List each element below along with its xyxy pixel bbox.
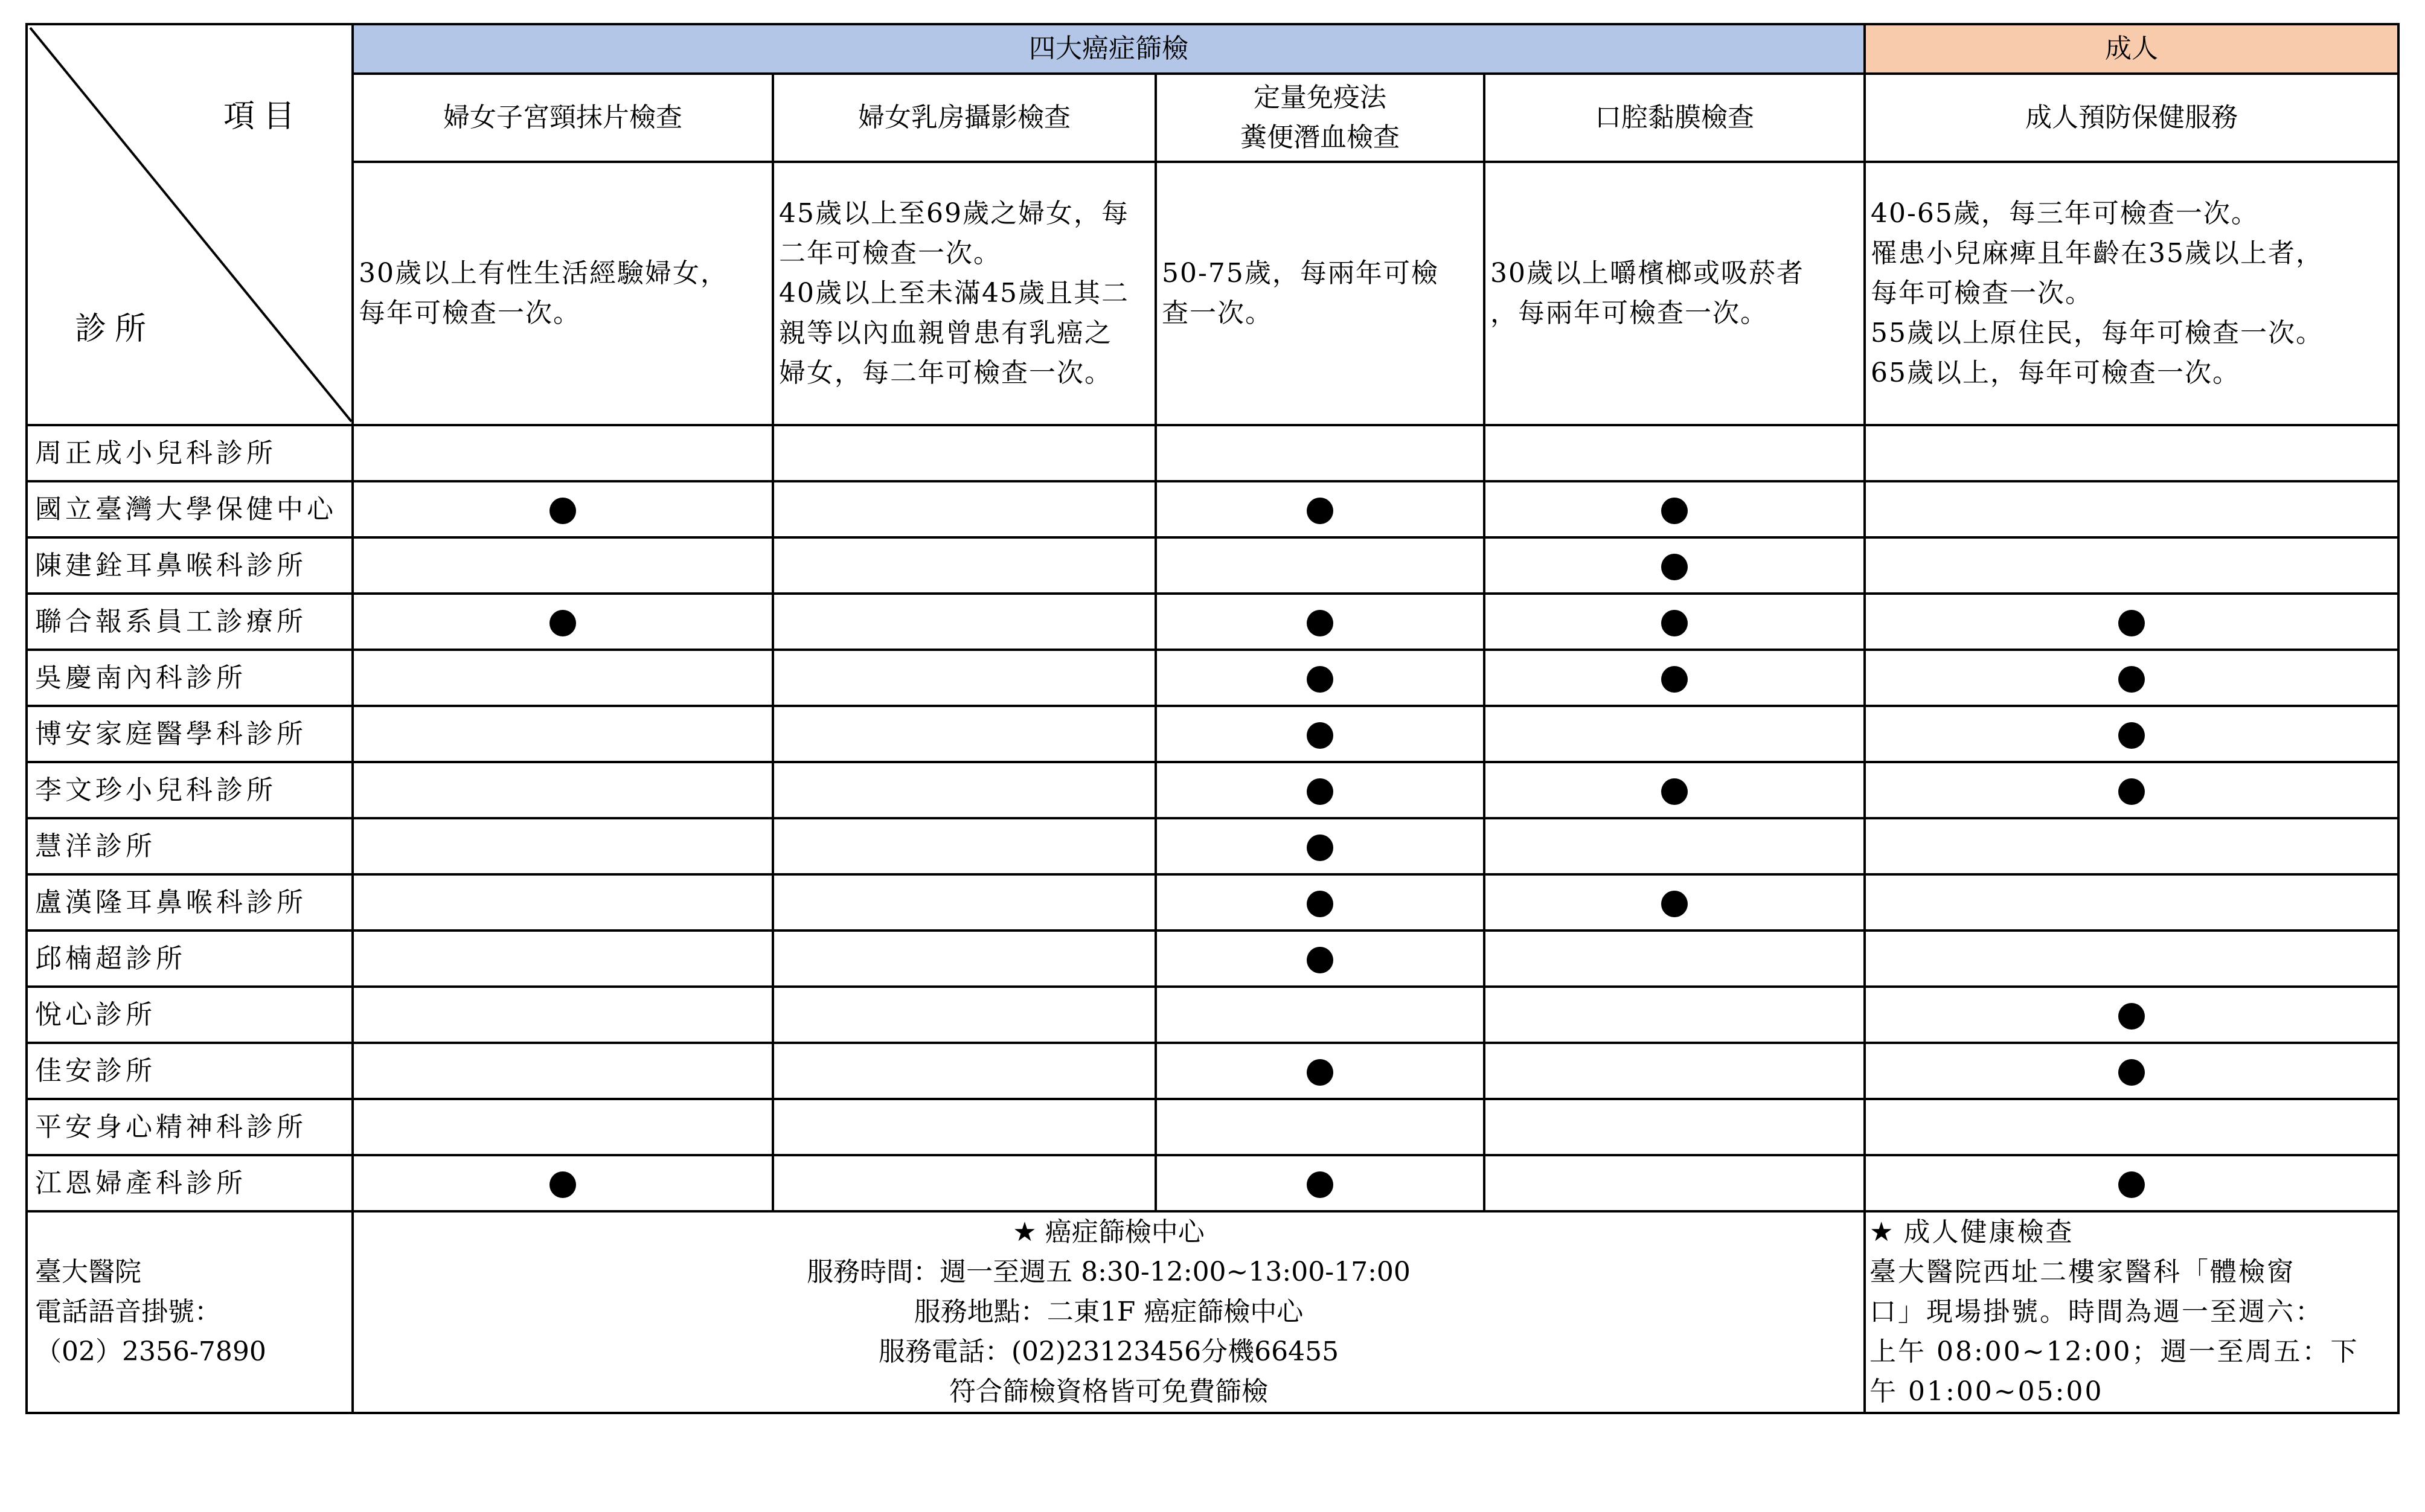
service-cell [773, 706, 1156, 762]
item-label-line: 口腔黏膜檢查 [1595, 102, 1754, 133]
corner-clinic-label: 診所 [75, 311, 155, 347]
service-cell [1156, 481, 1484, 537]
available-dot-icon [1307, 722, 1333, 749]
service-cell [773, 650, 1156, 706]
available-dot-icon [2118, 610, 2145, 636]
service-cell [1484, 818, 1865, 874]
service-cell [1484, 706, 1865, 762]
clinic-row [27, 762, 2398, 818]
service-cell [1484, 1099, 1865, 1155]
available-dot-icon [1307, 610, 1333, 636]
service-cell [353, 481, 773, 537]
available-dot-icon [1307, 498, 1333, 524]
adult-check-line: 午 01:00~05:00 [1869, 1376, 2104, 1407]
service-cell [773, 481, 1156, 537]
item-label-line: 婦女乳房攝影檢查 [858, 102, 1071, 133]
group-header-adult: 成人 [1865, 24, 2398, 74]
service-cell [1156, 987, 1484, 1043]
adult-check-line: 口」現場掛號。時間為週一至週六： [1869, 1296, 2324, 1327]
group-header-cancer: 四大癌症篩檢 [353, 24, 1865, 74]
available-dot-icon [2118, 666, 2145, 693]
star-icon: ★ [1869, 1217, 1895, 1248]
clinic-row [27, 1043, 2398, 1099]
service-cell [1156, 594, 1484, 650]
available-dot-icon [549, 498, 576, 524]
service-cell [1156, 425, 1484, 481]
available-dot-icon [1307, 834, 1333, 861]
service-cell [1156, 1043, 1484, 1099]
clinic-row [27, 987, 2398, 1043]
available-dot-icon [1661, 610, 1688, 636]
service-cell [353, 706, 773, 762]
service-cell [1156, 874, 1484, 931]
eligibility-cell [353, 162, 773, 425]
clinic-row [27, 874, 2398, 931]
item-label-line: 婦女子宮頸抹片檢查 [443, 102, 682, 133]
eligibility-line: 每年可檢查一次。 [1871, 278, 2093, 309]
service-cell [353, 1043, 773, 1099]
clinic-name: 慧洋診所 [27, 818, 353, 874]
hospital-contact-line: 電話語音掛號： [35, 1296, 221, 1327]
item-label-line: 糞便潛血檢查 [1240, 122, 1400, 153]
eligibility-line: 40-65歲，每三年可檢查一次。 [1871, 198, 2259, 229]
item-fecal-occult-blood [1156, 74, 1484, 162]
clinic-row [27, 650, 2398, 706]
eligibility-row [27, 162, 2398, 425]
screening-table [25, 23, 2400, 1414]
eligibility-line: 45歲以上至69歲之婦女，每 [779, 198, 1129, 229]
service-cell [1865, 594, 2398, 650]
clinic-row [27, 594, 2398, 650]
service-cell [1865, 706, 2398, 762]
service-cell [1865, 481, 2398, 537]
eligibility-line: 40歲以上至未滿45歲且其二 [779, 278, 1129, 309]
service-cell [353, 931, 773, 987]
service-cell [773, 425, 1156, 481]
service-cell [353, 987, 773, 1043]
adult-check-title-text: 成人健康檢查 [1903, 1217, 2074, 1248]
adult-check-title [1869, 1212, 2397, 1252]
eligibility-line: 每年可檢查一次。 [359, 298, 581, 328]
available-dot-icon [1661, 891, 1688, 917]
corner-item-label: 項目 [223, 98, 303, 135]
clinic-name: 國立臺灣大學保健中心 [27, 481, 353, 537]
service-cell [1156, 706, 1484, 762]
diagonal-divider [28, 25, 353, 424]
service-cell [1865, 818, 2398, 874]
service-cell [1156, 762, 1484, 818]
service-cell [773, 1043, 1156, 1099]
available-dot-icon [1307, 1059, 1333, 1086]
service-cell [1484, 1043, 1865, 1099]
available-dot-icon [1661, 554, 1688, 580]
service-cell [773, 987, 1156, 1043]
service-cell [1156, 931, 1484, 987]
eligibility-line: 查一次。 [1162, 298, 1273, 328]
item-header-row [27, 74, 2398, 162]
available-dot-icon [1307, 1171, 1333, 1198]
item-label-line: 成人預防保健服務 [2025, 102, 2238, 133]
clinic-name: 吳慶南內科診所 [27, 650, 353, 706]
clinic-name: 盧漢隆耳鼻喉科診所 [27, 874, 353, 931]
clinic-name: 博安家庭醫學科診所 [27, 706, 353, 762]
service-cell [1156, 1099, 1484, 1155]
eligibility-line: 50-75歲，每兩年可檢 [1162, 258, 1439, 289]
service-cell [1484, 594, 1865, 650]
clinic-row [27, 818, 2398, 874]
service-cell [773, 818, 1156, 874]
available-dot-icon [1307, 778, 1333, 805]
clinic-name: 周正成小兒科診所 [27, 425, 353, 481]
service-cell [1865, 931, 2398, 987]
available-dot-icon [1661, 498, 1688, 524]
eligibility-line: 65歲以上，每年可檢查一次。 [1871, 357, 2240, 388]
service-cell [353, 1155, 773, 1211]
available-dot-icon [549, 610, 576, 636]
service-cell [1156, 537, 1484, 594]
hospital-contact-line: （02）2356-7890 [35, 1336, 266, 1367]
clinic-name: 平安身心精神科診所 [27, 1099, 353, 1155]
service-cell [773, 594, 1156, 650]
service-cell [353, 1099, 773, 1155]
service-cell [1156, 650, 1484, 706]
service-cell [773, 874, 1156, 931]
eligibility-cell [1865, 162, 2398, 425]
eligibility-line: ，每兩年可檢查一次。 [1490, 298, 1768, 328]
item-label-line: 定量免疫法 [1254, 82, 1386, 113]
service-cell [353, 650, 773, 706]
item-adult-preventive [1865, 74, 2398, 162]
available-dot-icon [1661, 666, 1688, 693]
adult-check-info [1865, 1211, 2398, 1413]
hospital-contact-line: 臺大醫院 [35, 1257, 141, 1287]
cancer-center-line: 服務時間：週一至週五 8:30-12:00~13:00-17:00 [807, 1257, 1411, 1287]
adult-check-line: 臺大醫院西址二樓家醫科「體檢窗 [1869, 1257, 2295, 1287]
clinic-row [27, 481, 2398, 537]
clinic-row [27, 425, 2398, 481]
service-cell [1484, 537, 1865, 594]
service-cell [1865, 762, 2398, 818]
service-cell [773, 931, 1156, 987]
item-mammography [773, 74, 1156, 162]
eligibility-line: 二年可檢查一次。 [779, 238, 1001, 269]
clinic-row [27, 537, 2398, 594]
eligibility-line: 30歲以上有性生活經驗婦女， [359, 258, 728, 289]
cancer-center-line: 服務地點：二東1F 癌症篩檢中心 [914, 1296, 1304, 1327]
cancer-center-title [354, 1212, 1863, 1252]
available-dot-icon [1307, 947, 1333, 973]
service-cell [353, 762, 773, 818]
service-cell [1865, 1099, 2398, 1155]
eligibility-line: 婦女，每二年可檢查一次。 [779, 357, 1112, 388]
service-cell [773, 1155, 1156, 1211]
service-cell [773, 537, 1156, 594]
clinic-row [27, 1099, 2398, 1155]
eligibility-line: 55歲以上原住民，每年可檢查一次。 [1871, 318, 2324, 348]
clinic-name: 陳建銓耳鼻喉科診所 [27, 537, 353, 594]
cancer-center-title-text: 癌症篩檢中心 [1045, 1217, 1205, 1248]
clinic-name: 聯合報系員工診療所 [27, 594, 353, 650]
service-cell [1865, 874, 2398, 931]
service-cell [1865, 1155, 2398, 1211]
item-pap-smear [353, 74, 773, 162]
service-cell [1484, 425, 1865, 481]
clinic-row [27, 706, 2398, 762]
service-cell [1865, 1043, 2398, 1099]
clinic-name: 悅心診所 [27, 987, 353, 1043]
footer-row [27, 1211, 2398, 1413]
available-dot-icon [2118, 1059, 2145, 1086]
available-dot-icon [1661, 778, 1688, 805]
cancer-center-info [353, 1211, 1865, 1413]
service-cell [1865, 650, 2398, 706]
clinic-row [27, 931, 2398, 987]
available-dot-icon [549, 1171, 576, 1198]
clinic-name: 邱楠超診所 [27, 931, 353, 987]
available-dot-icon [2118, 722, 2145, 749]
clinic-name: 江恩婦產科診所 [27, 1155, 353, 1211]
service-cell [1156, 818, 1484, 874]
cancer-center-line: 符合篩檢資格皆可免費篩檢 [949, 1376, 1268, 1407]
service-cell [1865, 537, 2398, 594]
available-dot-icon [2118, 1003, 2145, 1030]
eligibility-cell [1156, 162, 1484, 425]
available-dot-icon [2118, 778, 2145, 805]
service-cell [1484, 1155, 1865, 1211]
service-cell [1156, 1155, 1484, 1211]
service-cell [773, 1099, 1156, 1155]
corner-header-cell [27, 24, 353, 425]
service-cell [773, 762, 1156, 818]
available-dot-icon [1307, 666, 1333, 693]
service-cell [1865, 987, 2398, 1043]
adult-check-line: 上午 08:00~12:00；週一至周五：下 [1869, 1336, 2359, 1367]
eligibility-cell [1484, 162, 1865, 425]
clinic-name: 佳安診所 [27, 1043, 353, 1099]
eligibility-line: 30歲以上嚼檳榔或吸菸者 [1490, 258, 1804, 289]
eligibility-line: 罹患小兒麻痺且年齡在35歲以上者， [1871, 238, 2324, 269]
eligibility-line: 親等以內血親曾患有乳癌之 [779, 318, 1112, 348]
service-cell [1484, 762, 1865, 818]
service-cell [1484, 987, 1865, 1043]
eligibility-cell [773, 162, 1156, 425]
service-cell [353, 818, 773, 874]
service-cell [353, 537, 773, 594]
service-cell [353, 594, 773, 650]
service-cell [1484, 874, 1865, 931]
clinic-name: 李文珍小兒科診所 [27, 762, 353, 818]
clinic-row [27, 1155, 2398, 1211]
hospital-contact [27, 1211, 353, 1413]
service-cell [1484, 650, 1865, 706]
service-cell [1484, 931, 1865, 987]
service-cell [353, 874, 773, 931]
item-oral-mucosa [1484, 74, 1865, 162]
service-cell [1484, 481, 1865, 537]
service-cell [353, 425, 773, 481]
available-dot-icon [2118, 1171, 2145, 1198]
service-cell [1865, 425, 2398, 481]
star-icon: ★ [1013, 1217, 1037, 1248]
cancer-center-line: 服務電話：(02)23123456分機66455 [878, 1336, 1339, 1367]
available-dot-icon [1307, 891, 1333, 917]
